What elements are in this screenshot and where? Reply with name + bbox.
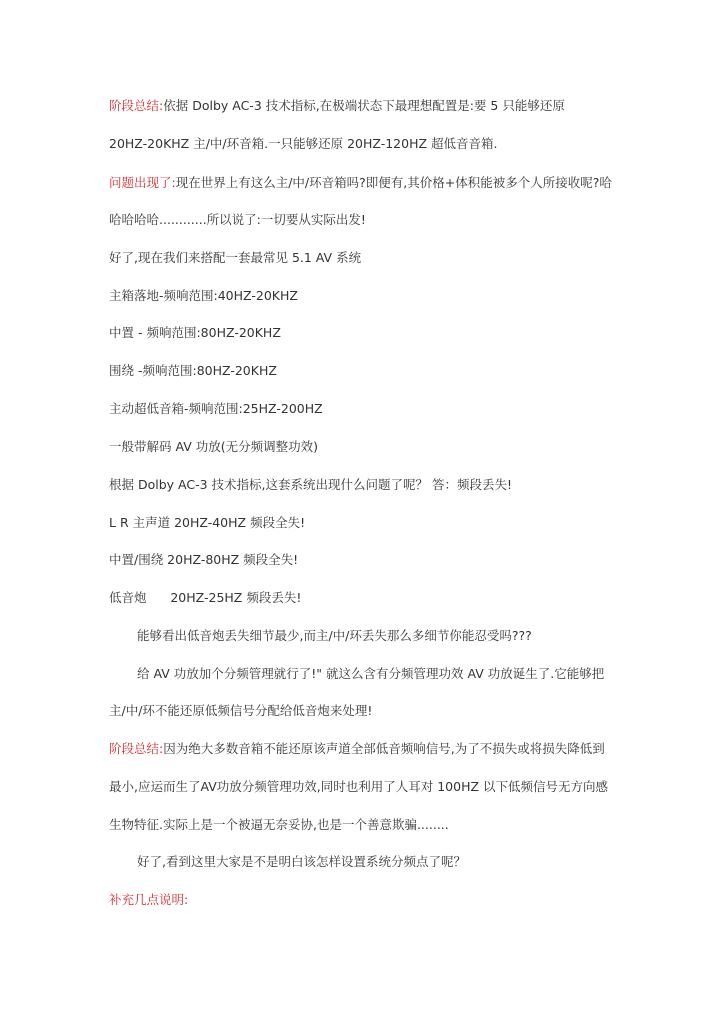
paragraph-line: 给 AV 功放加个分频管理就行了!" 就这么含有分频管理功效 AV 功放诞生了.它能够把 xyxy=(137,666,605,681)
paragraph-line: 主/中/环不能还原低频信号分配给低音炮来处理! xyxy=(109,703,373,718)
paragraph-line: 20HZ-20KHZ 主/中/环音箱.一只能够还原 20HZ-120HZ 超低音音箱. xyxy=(109,136,498,151)
section-label: 补充几点说明: xyxy=(109,892,189,907)
paragraph-line: 根据 Dolby AC-3 技术指标,这套系统出现什么问题了呢？ 答：频段丢失! xyxy=(109,477,512,492)
paragraph-line: 中置/围绕 20HZ-80HZ 频段全失! xyxy=(109,552,299,567)
paragraph-line: 生物特征.实际上是一个被逼无奈妥协,也是一个善意欺骗........ xyxy=(109,817,449,832)
paragraph-line: 好了,现在我们来搭配一套最常见 5.1 AV 系统 xyxy=(109,250,362,265)
paragraph-line: 最小,应运而生了AV功放分频管理功效,同时也利用了人耳对 100HZ 以下低频信号无方向感 xyxy=(109,779,609,794)
paragraph-line: 围绕 -频响范围:80HZ-20KHZ xyxy=(109,363,277,378)
paragraph-line: 阶段总结:因为绝大多数音箱不能还原该声道全部低音频响信号,为了不损失或将损失降低到 xyxy=(109,741,605,756)
paragraph-line: 主动超低音箱-频响范围:25HZ-200HZ xyxy=(109,401,323,416)
paragraph-line: 问题出现了:现在世界上有这么主/中/环音箱吗?即便有,其价格+体积能被多个人所接收呢?哈 xyxy=(109,175,612,190)
paragraph-line: 阶段总结:依据 Dolby AC-3 技术指标,在极端状态下最理想配置是:要 5 只能够还原 xyxy=(109,98,565,113)
paragraph-line: 主箱落地-频响范围:40HZ-20KHZ xyxy=(109,288,298,303)
section-label: 阶段总结: xyxy=(109,741,164,756)
paragraph-line: 中置 - 频响范围:80HZ-20KHZ xyxy=(109,325,281,340)
paragraph-line: 哈哈哈哈............所以说了:一切要从实际出发! xyxy=(109,212,366,227)
paragraph-line: 能够看出低音炮丢失细节最少,而主/中/环丢失那么多细节你能忍受吗??? xyxy=(137,628,532,643)
paragraph-line: 低音炮 20HZ-25HZ 频段丢失! xyxy=(109,590,302,605)
section-label: 阶段总结: xyxy=(109,98,164,113)
paragraph-line: 好了,看到这里大家是不是明白该怎样设置系统分频点了呢？ xyxy=(137,854,466,869)
section-label: 问题出现了: xyxy=(109,175,176,190)
paragraph-line: L R 主声道 20HZ-40HZ 频段全失! xyxy=(109,515,306,530)
paragraph-line: 一般带解码 AV 功放(无分频调整功效) xyxy=(109,439,319,454)
